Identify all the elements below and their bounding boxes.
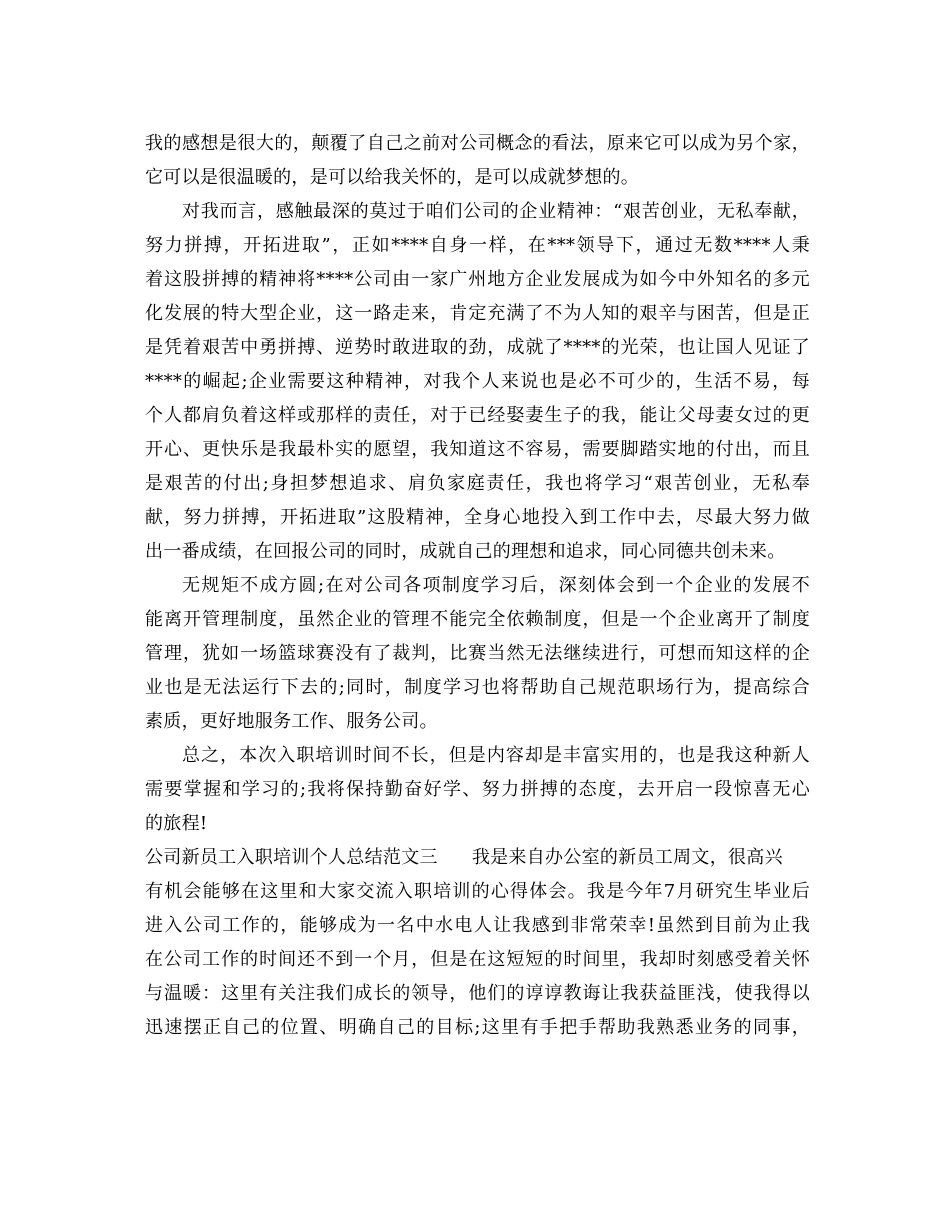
text-line: 对我而言，感触最深的莫过于咱们公司的企业精神：“艰苦创业，无私奉献， [182, 201, 810, 222]
section-heading: 公司新员工入职培训个人总结范文三 [145, 847, 438, 868]
text-line: 管理，犹如一场篮球赛没有了裁判，比赛当然无法继续进行，可想而知这样的企 [145, 643, 810, 664]
text-line: 在公司工作的时间还不到一个月，但是在这短短的时间里，我却时刻感受着关怀 [145, 949, 810, 970]
document-page [145, 127, 810, 1045]
paragraph-4 [145, 739, 810, 841]
text-line: 着这股拼搏的精神将****公司由一家广州地方企业发展成为如今中外知名的多元 [145, 269, 810, 290]
text-line: 是凭着艰苦中勇拼搏、逆势时敢进取的劲，成就了****的光荣，也让国人见证了 [145, 337, 810, 358]
text-line: 我的感想是很大的，颠覆了自己之前对公司概念的看法，原来它可以成为另个家， [145, 133, 810, 154]
text-line: 能离开管理制度，虽然企业的管理不能完全依赖制度，但是一个企业离开了制度 [145, 609, 810, 630]
text-line: 进入公司工作的，能够成为一名中水电人让我感到非常荣幸!虽然到目前为止我 [145, 915, 810, 936]
text-line: 无规矩不成方圆;在对公司各项制度学习后，深刻体会到一个企业的发展不 [182, 575, 810, 596]
text-line: 化发展的特大型企业，这一路走来，肯定充满了不为人知的艰辛与困苦，但是正 [145, 303, 810, 324]
text-line: 是艰苦的付出;身担梦想追求、肩负家庭责任，我也将学习“艰苦创业，无私奉 [145, 473, 810, 494]
text-line: 总之，本次入职培训时间不长，但是内容却是丰富实用的，也是我这种新人 [182, 745, 810, 766]
paragraph-1 [145, 127, 810, 195]
text-line: 个人都肩负着这样或那样的责任，对于已经娶妻生子的我，能让父母妻女过的更 [145, 405, 810, 426]
paragraph-3 [145, 569, 810, 739]
section-three [145, 841, 810, 1045]
text-line: 与温暖：这里有关注我们成长的领导，他们的谆谆教诲让我获益匪浅，使我得以 [145, 983, 810, 1004]
text-line: 努力拼搏，开拓进取”，正如****自身一样，在***领导下，通过无数****人秉 [145, 235, 810, 256]
text-line: 有机会能够在这里和大家交流入职培训的心得体会。我是今年7月研究生毕业后 [145, 881, 810, 902]
text-line: 的旅程! [145, 813, 208, 834]
text-line: 迅速摆正自己的位置、明确自己的目标;这里有手把手帮助我熟悉业务的同事， [145, 1017, 810, 1038]
text-line: 献，努力拼搏，开拓进取”这股精神，全身心地投入到工作中去，尽最大努力做 [145, 507, 810, 528]
text-line: ****的崛起;企业需要这种精神，对我个人来说也是必不可少的，生活不易，每 [145, 371, 810, 392]
text-line: 素质，更好地服务工作、服务公司。 [145, 711, 438, 732]
text-line: 需要掌握和学习的;我将保持勤奋好学、努力拼搏的态度，去开启一段惊喜无心 [145, 779, 810, 800]
text-line: 开心、更快乐是我最朴实的愿望，我知道这不容易，需要脚踏实地的付出，而且 [145, 439, 810, 460]
section-first-line [145, 841, 810, 875]
paragraph-2 [145, 195, 810, 569]
text-line: 它可以是很温暖的，是可以给我关怀的，是可以成就梦想的。 [145, 167, 640, 188]
text-line: 出一番成绩，在回报公司的同时，成就自己的理想和追求，同心同德共创未来。 [145, 541, 786, 562]
text-line: 业也是无法运行下去的;同时，制度学习也将帮助自己规范职场行为，提高综合 [145, 677, 810, 698]
section-intro-text: 我是来自办公室的新员工周文，很高兴 [471, 847, 783, 868]
